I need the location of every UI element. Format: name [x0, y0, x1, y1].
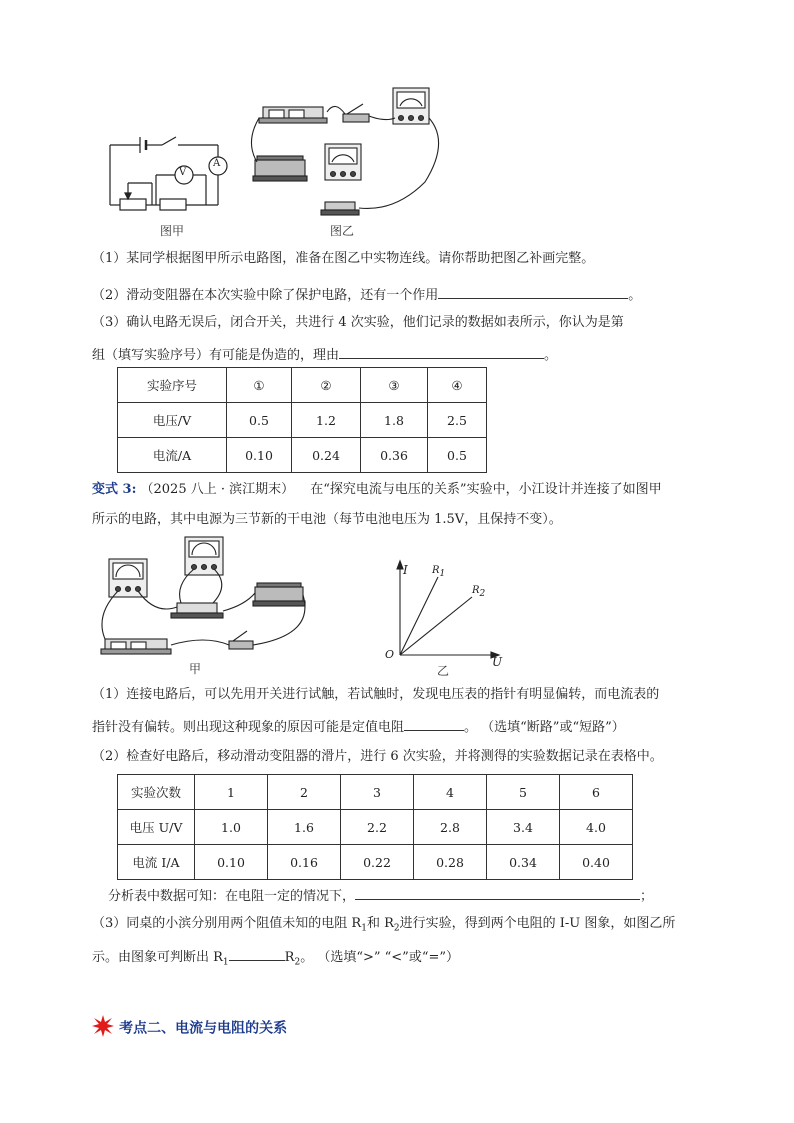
- voltmeter-symbol: V: [179, 167, 187, 178]
- u-axis-label: U: [492, 655, 503, 669]
- table-cell: 5: [487, 775, 560, 810]
- q1-part3-line2-pre: 组（填写实验序号）有可能是伪造的，理由: [92, 348, 340, 363]
- figure-jia-label: 甲: [189, 662, 202, 676]
- q2-part2: （2）检查好电路后，移动滑动变阻器的滑片，进行 6 次实验，并将测得的实验数据记录在表格中。: [92, 749, 663, 764]
- table-row: [118, 775, 633, 810]
- table-cell: 2.8: [414, 810, 487, 845]
- r2-line: [400, 597, 472, 655]
- table-cell: 实验次数: [118, 775, 195, 810]
- table-cell: 实验序号: [118, 368, 227, 403]
- table-cell: 3: [341, 775, 414, 810]
- table-cell: 1.0: [195, 810, 268, 845]
- physical-circuit-figure: [245, 82, 445, 222]
- table-cell: 电流/A: [118, 438, 227, 473]
- table-cell: 1.8: [361, 403, 428, 438]
- q2-part3-line2: 示。由图象可判断出 $R_1$ $R_2$。 （选填“>” “<”或“=”）: [92, 946, 459, 972]
- i-axis-label: I: [403, 563, 408, 577]
- table-cell: 电流 I/A: [118, 845, 195, 880]
- origin-label: O: [385, 648, 395, 661]
- r1-line: [400, 577, 438, 655]
- table-cell: 电压/V: [118, 403, 227, 438]
- table-row: [118, 845, 633, 880]
- table-cell: 0.22: [341, 845, 414, 880]
- table-row: [118, 438, 487, 473]
- q1-part3-line2: [92, 344, 557, 365]
- section-title: 考点二、电流与电阻的关系: [119, 1020, 288, 1037]
- table-cell: 2.5: [428, 403, 487, 438]
- iu-graph-figure: [380, 555, 510, 670]
- table-cell: 0.28: [414, 845, 487, 880]
- table-cell: 1.2: [292, 403, 361, 438]
- figure-b-label: 图乙: [330, 224, 355, 238]
- ammeter-symbol: A: [213, 158, 221, 169]
- table-cell: 4: [414, 775, 487, 810]
- q1-part3-line1: （3）确认电路无误后，闭合开关，共进行 4 次实验，他们记录的数据如表所示，你认为是第: [92, 315, 624, 330]
- table-cell: 1: [195, 775, 268, 810]
- table-cell: 0.36: [361, 438, 428, 473]
- q2-part3-line1: （3）同桌的小滨分别用两个阻值未知的电阻 $R_1$和 $R_2$进行实验，得到两个电阻的 I-U 图象，如图乙所: [92, 916, 676, 934]
- q2-analysis: [108, 885, 653, 906]
- q2-analysis-pre: 分析表中数据可知：在电阻一定的情况下，: [108, 889, 356, 904]
- table-row: [118, 403, 487, 438]
- figure-yi-label: 乙: [437, 664, 450, 678]
- variant3-line2: 所示的电路，其中电源为三节新的干电池（每节电池电压为 1.5V，且保持不变）。: [92, 512, 562, 527]
- q2-part1-line2-pre: 指针没有偏转。则出现这种现象的原因可能是定值电阻: [92, 720, 405, 735]
- table-cell: ②: [292, 368, 361, 403]
- physical-circuit-svg: [245, 82, 445, 220]
- table-cell: 电压 U/V: [118, 810, 195, 845]
- table-cell: 0.5: [428, 438, 487, 473]
- table-cell: 0.5: [227, 403, 292, 438]
- q1-part1: （1）某同学根据图甲所示电路图，准备在图乙中实物连线。请你帮助把图乙补画完整。: [92, 251, 595, 266]
- table-cell: 2.2: [341, 810, 414, 845]
- q2-analysis-blank[interactable]: [355, 885, 640, 900]
- variant3-source: （2025 八上 · 滨江期末）: [140, 482, 295, 497]
- figure-a-label: 图甲: [160, 224, 185, 238]
- variant3-line1: [92, 481, 662, 499]
- q2-part1-line2: [92, 716, 625, 737]
- table-cell: 0.40: [560, 845, 633, 880]
- variant3-tag: 变式 3:: [92, 482, 137, 497]
- q2-part3-compare-blank[interactable]: [229, 946, 285, 961]
- q2-part1-blank[interactable]: [404, 716, 464, 731]
- table-cell: 4.0: [560, 810, 633, 845]
- table-cell: 0.10: [195, 845, 268, 880]
- table-cell: ①: [227, 368, 292, 403]
- table-row: [118, 368, 487, 403]
- q1-part3-reason-blank[interactable]: [339, 344, 544, 359]
- r1-label: $R_1$: [432, 565, 446, 579]
- experiment-table-2: [117, 774, 633, 880]
- q2-part1-line2-end: 。 （选填“断路”或“短路”）: [464, 720, 625, 735]
- table-cell: 0.24: [292, 438, 361, 473]
- table-cell: 0.16: [268, 845, 341, 880]
- circuit-diagram-figure: [100, 125, 235, 235]
- q1-part2-end: 。: [628, 288, 642, 303]
- table-row: [118, 810, 633, 845]
- table-cell: ④: [428, 368, 487, 403]
- table-cell: ③: [361, 368, 428, 403]
- circuit-diagram-svg: [100, 125, 235, 225]
- q1-part2: [92, 284, 641, 305]
- table-cell: 2: [268, 775, 341, 810]
- r2-label: $R_2$: [472, 585, 486, 599]
- table-cell: 1.6: [268, 810, 341, 845]
- experiment-setup-svg: [95, 535, 310, 660]
- q1-part3-line2-end: 。: [544, 348, 558, 363]
- q2-analysis-end: ；: [640, 889, 654, 904]
- table-cell: 0.34: [487, 845, 560, 880]
- table-cell: 0.10: [227, 438, 292, 473]
- table-cell: 3.4: [487, 810, 560, 845]
- variant3-text: 在“探究电流与电压的关系”实验中，小江设计并连接了如图甲: [310, 482, 662, 497]
- experiment-table-1: [117, 367, 487, 473]
- table-cell: 6: [560, 775, 633, 810]
- section-heading: [92, 1015, 287, 1041]
- experiment-setup-figure: [95, 535, 310, 660]
- q1-part2-text: （2）滑动变阻器在本次实验中除了保护电路，还有一个作用: [92, 288, 439, 303]
- q2-part1-line1: （1）连接电路后，可以先用开关进行试触，若试触时，发现电压表的指针有明显偏转，而电流表的: [92, 687, 660, 702]
- q1-part2-blank[interactable]: [438, 284, 628, 299]
- starburst-icon: [92, 1015, 114, 1041]
